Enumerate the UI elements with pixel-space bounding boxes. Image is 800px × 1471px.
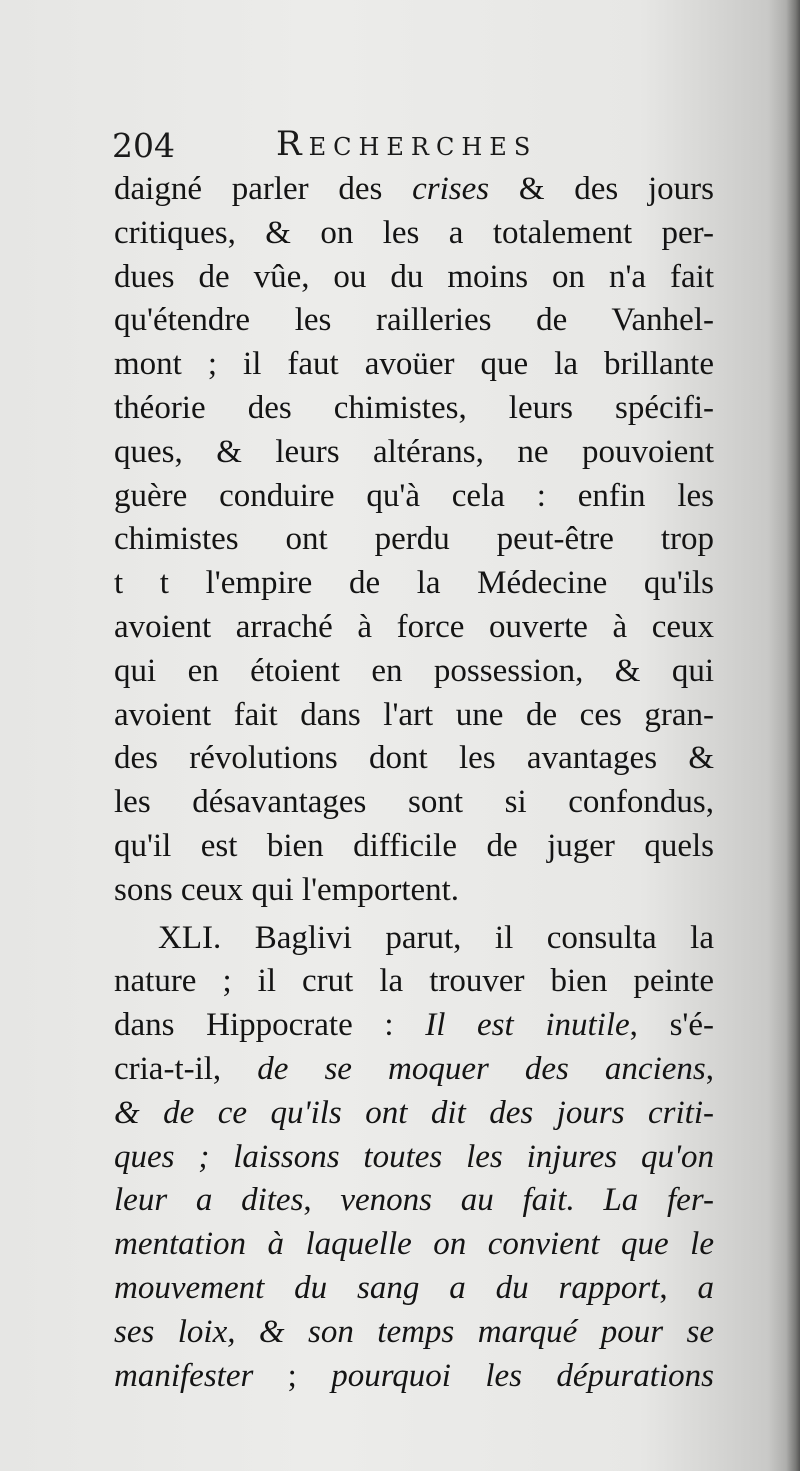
text-line: théorie des chimistes, leurs spécifi- <box>114 389 714 426</box>
text-line: daigné parler des crises & des jours <box>114 171 714 207</box>
text-line: avoient fait dans l'art une de ces gran- <box>114 696 714 733</box>
text-line: sons ceux qui l'emportent. <box>114 871 460 908</box>
text-line: leur a dites, venons au fait. La fer- <box>114 1182 714 1219</box>
body-text <box>114 168 714 1398</box>
text-line: critiques, & on les a totalement per- <box>114 214 714 251</box>
text-line: dues de vûe, ou du moins on n'a fait <box>114 258 714 295</box>
text-line: ques, & leurs altérans, ne pouvoient <box>114 433 714 470</box>
text-line: mont ; il faut avoüer que la brillante <box>114 346 714 383</box>
text-line: ses loix, & son temps marqué pour se <box>114 1313 714 1350</box>
text-line: cria-t-il, de se moquer des anciens, <box>114 1050 714 1087</box>
page-header <box>112 122 712 170</box>
text-line: qu'il est bien difficile de juger quels <box>114 827 714 864</box>
text-line: guère conduire qu'à cela : enfin les <box>114 477 714 514</box>
text-line: mouvement du sang a du rapport, a <box>114 1269 715 1306</box>
text-line: qui en étoient en possession, & qui <box>114 652 714 689</box>
text-line: XLI. Baglivi parut, il consulta la <box>158 919 714 956</box>
running-title: Recherches <box>276 124 538 164</box>
page-number: 204 <box>112 126 175 165</box>
page-edge-shadow <box>786 0 800 1471</box>
text-line: chimistes ont perdu peut-être trop <box>114 521 714 558</box>
text-line: qu'étendre les railleries de Vanhel- <box>114 302 714 339</box>
text-line: nature ; il crut la trouver bien peinte <box>114 963 714 1000</box>
text-line: ques ; laissons toutes les injures qu'on <box>114 1138 714 1175</box>
text-line: & de ce qu'ils ont dit des jours criti- <box>114 1094 714 1131</box>
text-line: t t l'empire de la Médecine qu'ils <box>114 565 714 602</box>
text-line: manifester ; pourquoi les dépurations <box>114 1357 714 1394</box>
text-line: dans Hippocrate : Il est inutile, s'é- <box>114 1007 714 1044</box>
text-line: des révolutions dont les avantages & <box>114 740 714 777</box>
text-line: avoient arraché à force ouverte à ceux <box>114 608 714 645</box>
text-line: mentation à laquelle on convient que le <box>114 1226 714 1263</box>
text-line: les désavantages sont si confondus, <box>114 784 714 821</box>
